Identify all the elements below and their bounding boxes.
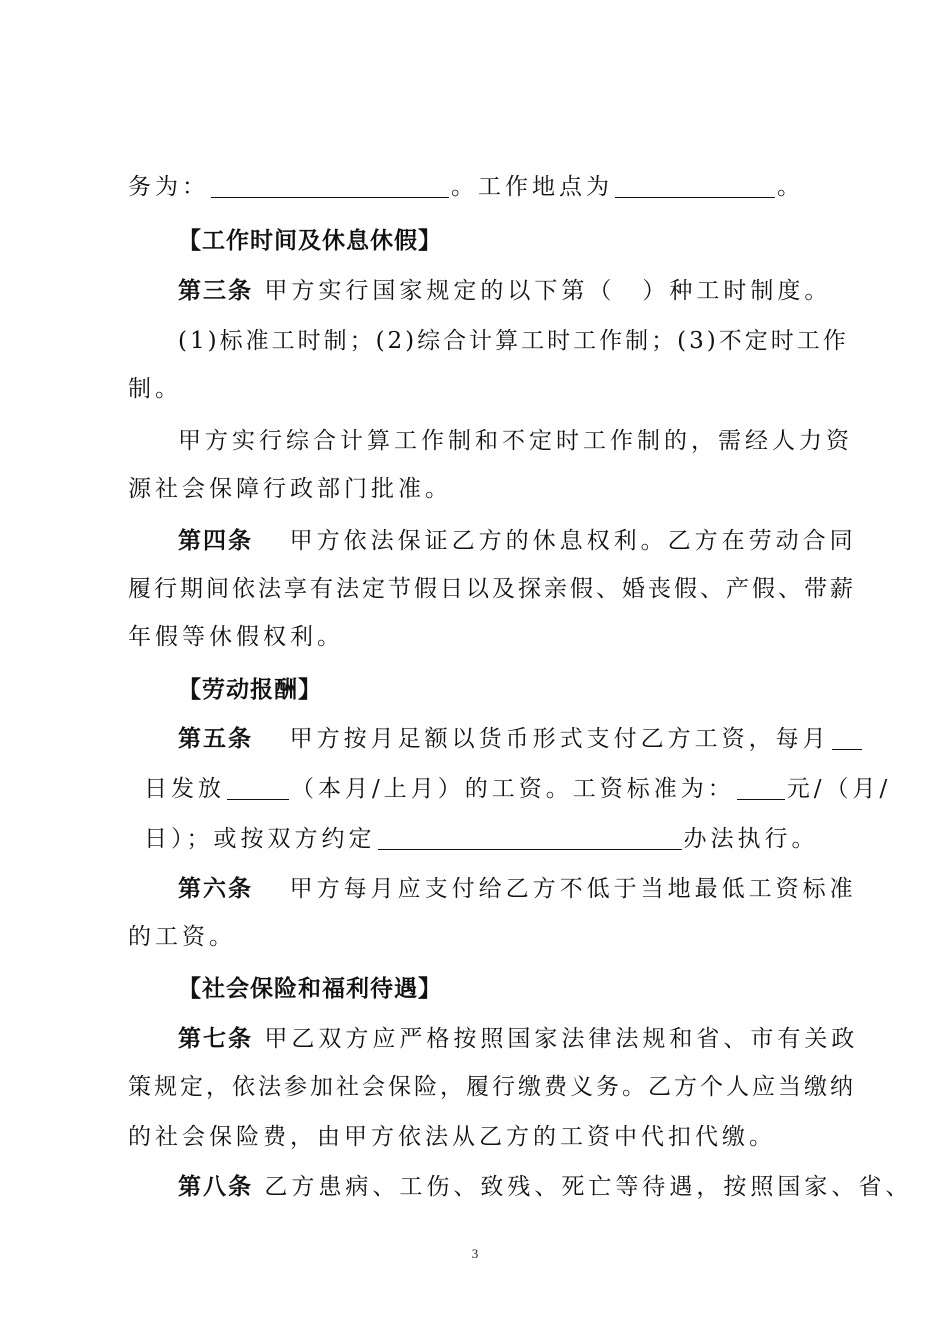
- pay-month-blank[interactable]: [227, 777, 289, 800]
- article-7: [178, 1022, 878, 1056]
- text: 日）；或按双方约定: [144, 826, 376, 852]
- job-duty-blank[interactable]: [211, 175, 449, 198]
- page-number: 3: [471, 1246, 479, 1261]
- text: 。工作地点为: [451, 174, 613, 200]
- contract-line: 年假等休假权利。: [128, 624, 344, 650]
- text: 办法执行。: [683, 826, 819, 852]
- contract-line: 履行期间依法享有法定节假日以及探亲假、婚丧假、产假、带薪: [128, 576, 856, 602]
- contract-line: [144, 822, 844, 856]
- article-8: [178, 1170, 913, 1204]
- article-5: [178, 722, 878, 756]
- contract-line: 制。: [128, 376, 182, 402]
- article-3: [178, 274, 878, 308]
- section-heading-work-hours: 【工作时间及休息休假】: [178, 228, 442, 254]
- contract-line: [144, 772, 892, 806]
- article-4: [178, 524, 878, 558]
- article-label: 第六条: [178, 876, 253, 902]
- article-text: 甲方实行国家规定的以下第（ ）种工时制度。: [264, 278, 832, 304]
- article-6: [178, 872, 878, 906]
- article-text: 甲方依法保证乙方的休息权利。乙方在劳动合同: [289, 528, 857, 554]
- contract-line: 的社会保险费，由甲方依法从乙方的工资中代扣代缴。: [128, 1124, 776, 1150]
- work-location-blank[interactable]: [615, 175, 775, 198]
- text: 务为：: [128, 174, 209, 200]
- article-text: 乙方患病、工伤、致残、死亡等待遇，按照国家、省、: [264, 1174, 913, 1200]
- article-text: 甲方按月足额以货币形式支付乙方工资，每月: [289, 726, 830, 752]
- section-heading-social-insurance: 【社会保险和福利待遇】: [178, 976, 442, 1002]
- wage-amount-blank[interactable]: [737, 777, 785, 800]
- section-heading-remuneration: 【劳动报酬】: [178, 677, 322, 703]
- pay-day-blank[interactable]: [832, 727, 862, 750]
- article-label: 第三条: [178, 278, 253, 304]
- contract-line: 源社会保障行政部门批准。: [128, 476, 452, 502]
- article-label: 第七条: [178, 1026, 253, 1052]
- article-text: 甲方每月应支付给乙方不低于当地最低工资标准: [289, 876, 857, 902]
- article-label: 第四条: [178, 528, 253, 554]
- article-text: 甲乙双方应严格按照国家法律法规和省、市有关政: [264, 1026, 859, 1052]
- contract-line: [128, 170, 828, 204]
- article-label: 第五条: [178, 726, 253, 752]
- text: 。: [777, 174, 804, 200]
- text: 元/（月/: [786, 776, 892, 802]
- contract-line: 策规定，依法参加社会保险，履行缴费义务。乙方个人应当缴纳: [128, 1074, 856, 1100]
- text: 日发放: [144, 776, 225, 802]
- contract-line: 的工资。: [128, 924, 236, 950]
- text: （本月/上月）的工资。工资标准为：: [291, 776, 735, 802]
- agreed-method-blank[interactable]: [378, 827, 682, 850]
- article-label: 第八条: [178, 1174, 253, 1200]
- contract-line: (1)标准工时制；(2)综合计算工时工作制；(3)不定时工作: [178, 328, 849, 354]
- contract-line: 甲方实行综合计算工作制和不定时工作制的，需经人力资: [178, 428, 853, 454]
